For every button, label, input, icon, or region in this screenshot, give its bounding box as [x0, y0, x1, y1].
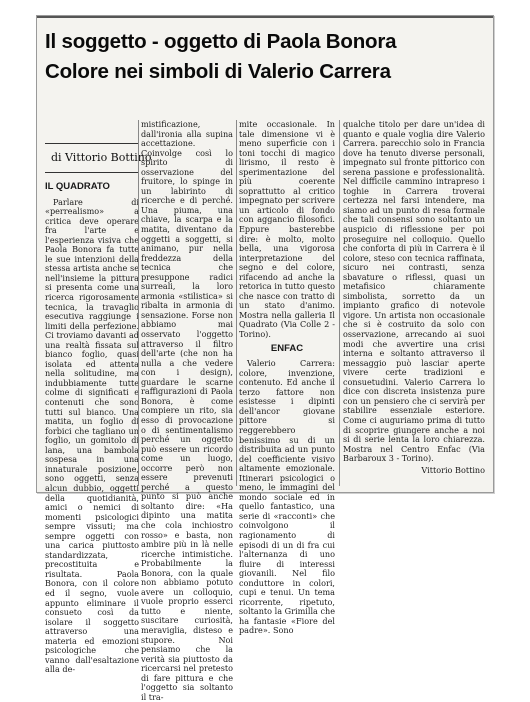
article-column-1 — [45, 120, 139, 675]
column-3-text-2: Valerio Carrera: colore, invenzione, contenuto. Ed anche il terzo fattore non esistesse i dipinti dell'ancor giovane pittore si reggerebbero benissimo su di un distribuita ad un punto del coefficiente visivo altamente emozionale. Itinerari psicologici o meno, le immagini del mondo sociale ed in quello fantastico, una serie di «racconti» che coinvolgono il ragionamento di episodi di un di fra cui l'alternanza di uno fluire di interessi giovanili. Nel filo conduttore in colori, cupi e tenui. Un tema ricorrente, ripetuto, soltanto la Grimilla che ha fantasie «Fiore del padre». Sono — [239, 358, 335, 636]
subhead-il-quadrato: IL QUADRATO — [45, 181, 110, 192]
headline-line-1: Il soggetto - oggetto di Paola Bonora — [45, 30, 397, 53]
column-divider — [138, 120, 139, 486]
column-divider — [339, 120, 340, 486]
byline: di Vittorio Bottino — [45, 143, 139, 173]
column-2-text: mistificazione, dall'ironia alla supina accettazione. Coinvolge così lo spirito di osservazione del fruitore, lo spinge in un labirinto di ricerche e di perché. Una piuma, una chiave, la scarpa e la matita, diventano da oggetti a soggetti, si animano, pur nella freddezza della tecnica che presuppone radici surreali, la loro armonia «stilistica» si ribalta in armonia di sensazione. Forse non abbiamo mai osservato l'oggetto attraverso il filtro dell'arte (che non ha nulla a che vedere con i design), guardare le scarne raffigurazioni di Paola Bonora, è come compiere un rito, sia esso di provocazione o di sentimentalismo perché un oggetto può essere un ricordo come un luogo, occorre però non essere prevenuti perché a questo punto si può anche soltanto dire: «Ha dipinto una matita che cola inchiostro rosso» e basta, non ambire più in là nelle ricerche intimistiche. Probabilmente la Bonora, con la quale non abbiamo potuto avere un colloquio, vuole proprio esserci tutto e niente, suscitare curiosità, meraviglia, disteso e stupore. Noi pensiamo che la verità sia piuttosto da ricercarsi nel pretesto di fare pittura e che l'oggetto sia soltanto il tra- — [141, 119, 233, 702]
headline-line-2: Colore nei simboli di Valerio Carrera — [45, 60, 391, 83]
column-divider — [236, 120, 237, 486]
newspaper-clipping — [36, 15, 494, 702]
subhead-enfac: ENFAC — [270, 342, 304, 354]
article-column-2 — [141, 120, 233, 702]
column-3-text: mite occasionale. In tale dimensione vi è meno superficie con i toni tocchi di magico lirismo, il resto è sperimentazione del più coerente soprattutto al critico impegnato per scrivere un articolo di fondo con aggancio filosofici. Eppure basterebbe dire: è molto, molto bella, una vigorosa interpretazione del segno e del colore, rifacendo ad anche la retorica in tutto questo che nasce con tratto di un stato d'animo. Mostra nella galleria Il Quadrato (Via Colle 2 - Torino). — [239, 119, 335, 340]
article-column-4 — [343, 120, 485, 475]
top-rule — [37, 16, 493, 18]
column-4-text: qualche titolo per dare un'idea di quanto e quale voglia dire Valerio Carrera. parecchio solo in Francia dove ha tenuto diverse personali, impegnato sul fronte pittorico con serena passione e professionalità. Nel difficile cammino intrapreso i toghie in Carrera troverai certezza nel farsi intendere, ma siamo ad un punto di resa formale che tali consensi sono soltanto un auspicio di riflessione per poi proseguire nel colloquio. Quello che conforta di più in Carrera è il colore, steso con tecnica raffinata, sicuro nei contrasti, senza sbavature o riflessi, quasi un metafisico chiaramente simbolista, sorretto da un impianto grafico di notevole vigore. Un artista non occasionale che si è costruito da solo con osservazione, arrecando ai suoi modi che avvertire una crisi interna e soltanto attraverso il messaggio può lasciar aperte vivere certe tradizioni e consuetudini. Valerio Carrera lo dice con discreta insistenza pure con un pensiero che ci servirà per stabilire essenziale esteriore. Come ci auguriamo prima di tutto di scoprire giungere anche a noi si di serie lenta la loro chiarezza. Mostra nel Centro Enfac (Via Barbaroux 3 - Torino). — [343, 119, 485, 464]
signature: Vittorio Bottino — [421, 464, 485, 475]
article-column-3 — [239, 120, 335, 636]
column-1-text: Parlare di «perrealismo» a critica deve operare fra l'arte e l'esperienza visiva che Paola Bonora fa tutte le sue intenzioni della stessa artista anche se nell'insieme la pittura si presenta come una ricerca rigorosamente tecnica, la travaglio esecutiva raggiunge i limiti della perfezione. Ci troviamo davanti ad una realtà fissata sul bianco foglio, quasi isolata ed attenta nella solitudine, ma indubbiamente tutte colme di significati e contenuti che sono tutti sul bianco. Una matita, un foglio di forbici che tagliano un foglio, un gomitolo di lana, una bambola sospesa in una innaturale posizione, sono oggetti, senza alcun dubbio, oggetti della quotidianità, amici o nemici di momenti psicologici sempre vissuti; ma sempre oggetti con una carica piuttosto standardizzata, precostituita e risultata. Paola Bonora, con il colore ed il segno, vuole appunto eliminare il consueto così da isolare il soggetto attraverso una materia ed emozioni psicologiche che vanno dall'esaltazione alla de- — [45, 196, 139, 675]
